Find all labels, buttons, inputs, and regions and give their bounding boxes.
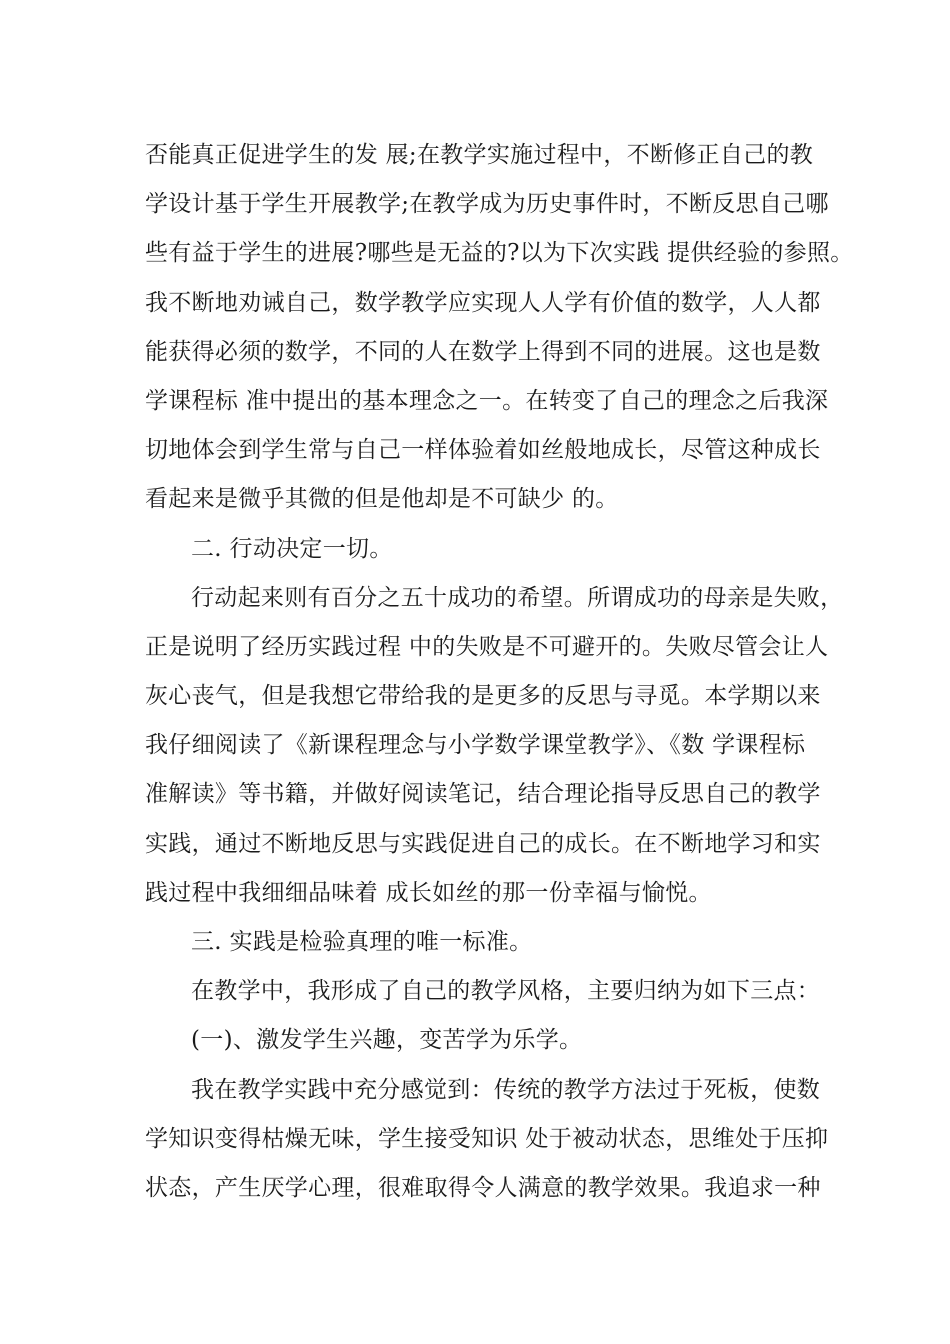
text-line: 我仔细阅读了《新课程理念与小学数学课堂教学》、《数 学课程标 — [145, 732, 806, 759]
text-line: 状态，产生厌学心理，很难取得令人满意的教学效果。我追求一种 — [145, 1174, 821, 1201]
section-heading: 三. 实践是检验真理的唯一标准。 — [191, 929, 533, 955]
text-line: 践过程中我细细品味着 成长如丝的那一份幸福与愉悦。 — [145, 879, 712, 906]
text-line: 行动起来则有百分之五十成功的希望。所谓成功的母亲是失败， — [191, 584, 844, 611]
section-heading: 二. 行动决定一切。 — [191, 535, 393, 562]
text-line: 正是说明了经历实践过程 中的失败是不可避开的。失败尽管会让人 — [145, 633, 829, 660]
text-line: 看起来是微乎其微的但是他却是不可缺少 的。 — [145, 486, 619, 513]
text-line: 准解读》等书籍，并做好阅读笔记，结合理论指导反思自己的教学 — [145, 781, 821, 808]
text-line: 实践，通过不断地反思与实践促进自己的成长。在不断地学习和实 — [145, 830, 821, 857]
text-line: 切地体会到学生常与自己一样体验着如丝般地成长，尽管这种成长 — [145, 437, 821, 464]
body-text — [145, 131, 854, 1213]
subsection-heading: (一)、激发学生兴趣，变苦学为乐学。 — [191, 1027, 583, 1054]
text-line: 在教学中，我形成了自己的教学风格，主要归纳为如下三点： — [191, 978, 821, 1005]
text-line: 学设计基于学生开展教学;在教学成为历史事件时，不断反思自己哪 — [145, 191, 829, 218]
text-line: 能获得必须的数学，不同的人在数学上得到不同的进展。这也是数 — [145, 338, 821, 365]
text-line: 学课程标 准中提出的基本理念之一。在转变了自己的理念之后我深 — [145, 387, 829, 414]
text-line: 我在教学实践中充分感觉到：传统的教学方法过于死板，使数 — [191, 1076, 821, 1103]
text-line: 否能真正促进学生的发 展;在教学实施过程中，不断修正自己的教 — [145, 142, 814, 168]
text-line: 些有益于学生的进展?哪些是无益的?以为下次实践 提供经验的参照。 — [145, 240, 854, 267]
text-line: 学知识变得枯燥无味，学生接受知识 处于被动状态，思维处于压抑 — [145, 1125, 829, 1152]
text-line: 我不断地劝诫自己，数学教学应实现人人学有价值的数学，人人都 — [145, 289, 821, 316]
text-line: 灰心丧气，但是我想它带给我的是更多的反思与寻觅。本学期以来 — [145, 683, 821, 710]
